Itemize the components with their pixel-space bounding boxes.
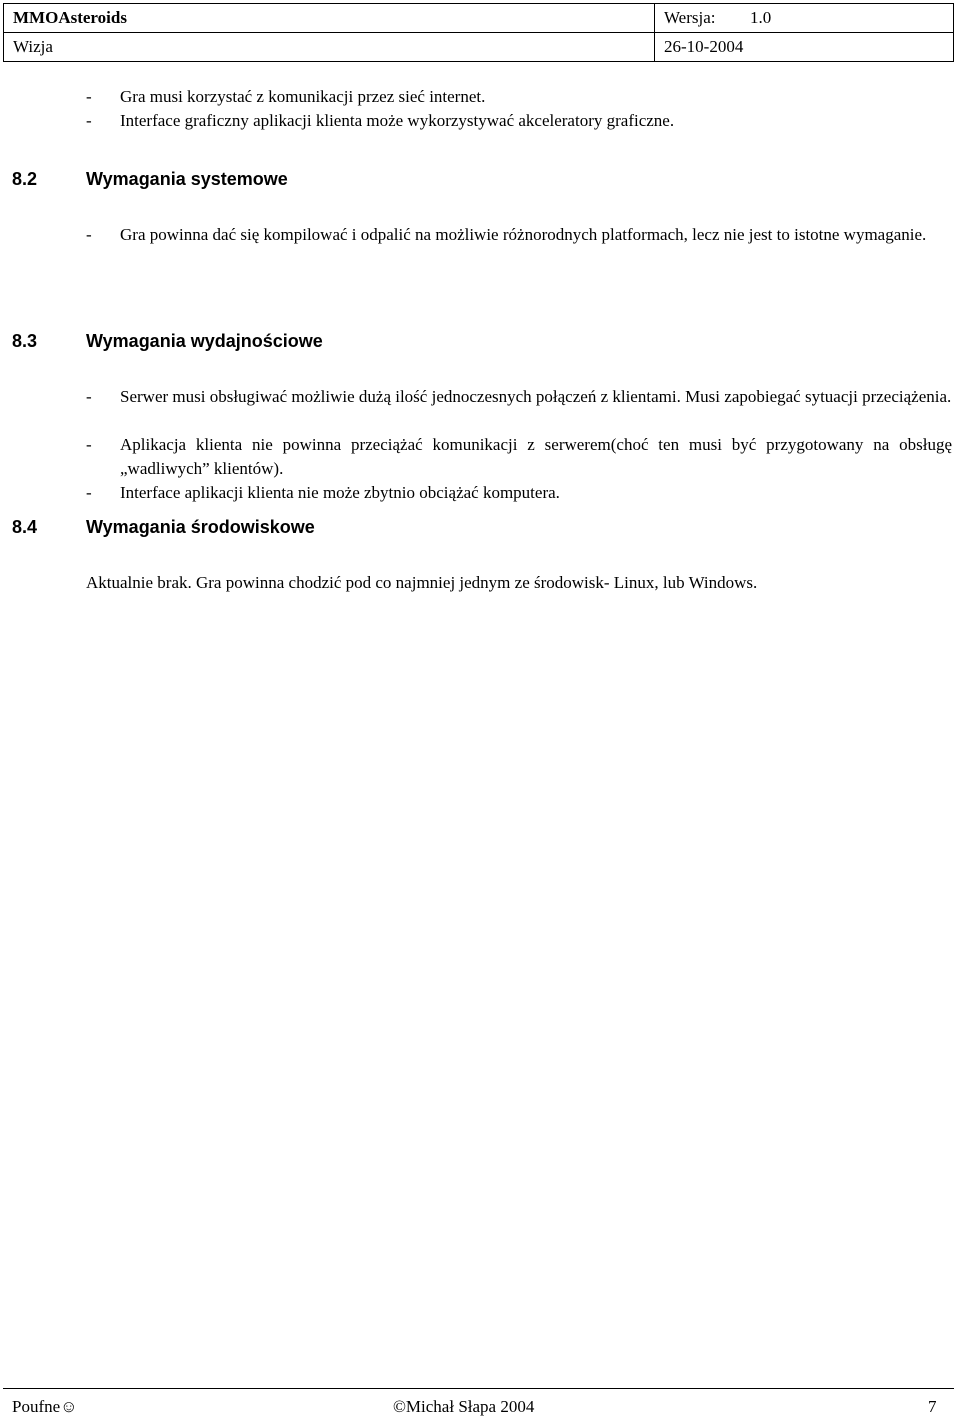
section-number: 8.2 xyxy=(12,169,38,189)
document-date: 26-10-2004 xyxy=(655,33,954,62)
list-item-text: Gra powinna dać się kompilować i odpalić na możliwie różnorodnych platformach, lecz nie jest to istotne wymaganie. xyxy=(120,225,927,244)
list-item xyxy=(86,481,952,505)
list-item-text: Aplikacja klienta nie powinna przeciążać komunikacji z serwerem(choć ten musi być przygotowany na obsługę „wadliwych” klientów). xyxy=(120,435,952,478)
list-item xyxy=(86,109,952,133)
bullet-dash: - xyxy=(86,483,92,502)
version-cell xyxy=(655,4,954,33)
section-paragraph: Aktualnie brak. Gra powinna chodzić pod co najmniej jednym ze środowisk- Linux, lub Windows. xyxy=(86,573,758,592)
list-item xyxy=(86,85,952,109)
bullet-dash: - xyxy=(86,225,92,244)
section-title: Wymagania systemowe xyxy=(86,169,288,189)
section-title: Wymagania wydajnościowe xyxy=(86,331,323,351)
version-label: Wersja: xyxy=(664,8,716,27)
section-title: Wymagania środowiskowe xyxy=(86,517,315,537)
list-item-text: Interface graficzny aplikacji klienta może wykorzystywać akceleratory graficzne. xyxy=(120,111,675,130)
list-item xyxy=(86,433,952,481)
footer-page-number: 7 xyxy=(928,1397,937,1416)
section-number: 8.4 xyxy=(12,517,38,537)
bullet-dash: - xyxy=(86,111,92,130)
bullet-dash: - xyxy=(86,387,92,406)
list-item-text: Interface aplikacji klienta nie może zbytnio obciążać komputera. xyxy=(120,483,560,502)
section-heading-8-2 xyxy=(12,167,288,191)
project-name: MMOAsteroids xyxy=(4,4,655,33)
bullet-dash: - xyxy=(86,87,92,106)
list-item xyxy=(86,385,952,409)
footer-copyright: ©Michał Słapa 2004 xyxy=(393,1397,535,1416)
section-number: 8.3 xyxy=(12,331,38,351)
document-type: Wizja xyxy=(4,33,655,62)
document-header xyxy=(3,3,954,62)
section-heading-8-4 xyxy=(12,515,315,539)
bullet-dash: - xyxy=(86,435,92,454)
list-item xyxy=(86,223,952,247)
footer-confidential: Poufne☺ xyxy=(12,1397,78,1416)
section-heading-8-3 xyxy=(12,329,323,353)
list-item-text: Serwer musi obsługiwać możliwie dużą ilość jednoczesnych połączeń z klientami. Musi zapobiegać sytuacji przeciążenia. xyxy=(120,387,952,406)
list-item-text: Gra musi korzystać z komunikacji przez sieć internet. xyxy=(120,87,486,106)
version-value: 1.0 xyxy=(750,8,772,27)
footer-divider xyxy=(3,1388,954,1389)
